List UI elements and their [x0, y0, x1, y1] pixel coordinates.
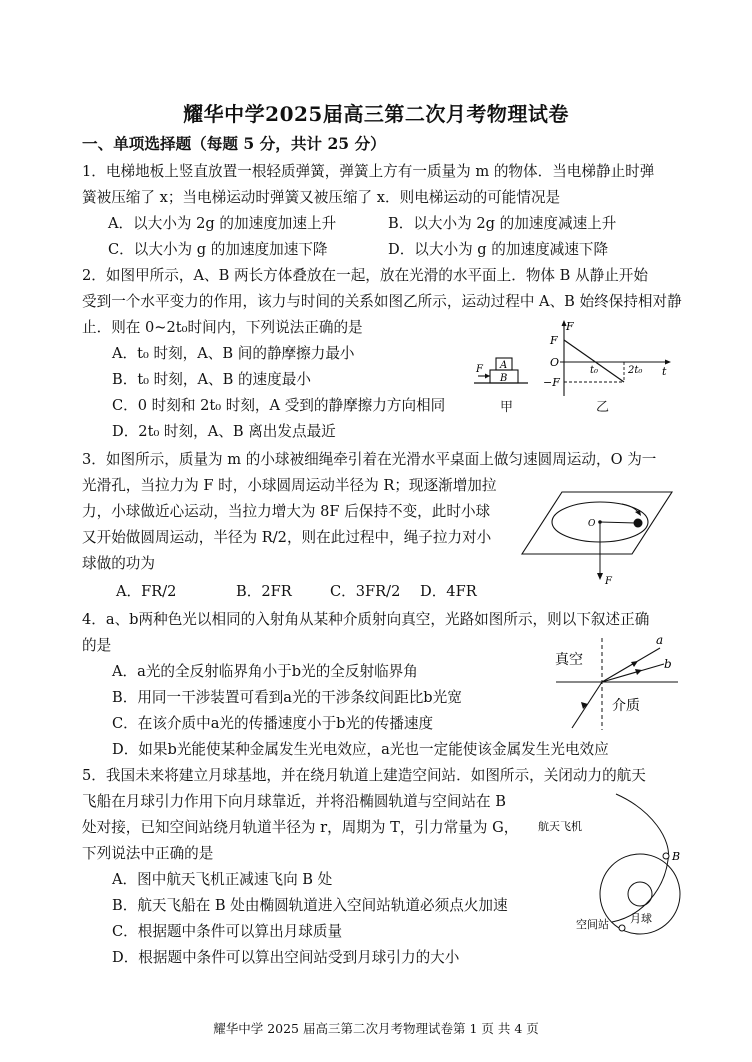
q2-figure-yi-graph [540, 318, 675, 398]
q2-option-d: D．2t₀ 时刻，A、B 离出发点最近 [112, 423, 336, 440]
moon-label: 月球 [630, 912, 652, 925]
moon [628, 882, 652, 906]
q4-option-d: D．如果b光能使某种金属发生光电效应，a光也一定能使该金属发生光电效应 [112, 741, 609, 758]
q5-figure [532, 790, 692, 940]
neg-f-tick-label: −F [543, 376, 560, 389]
block-b-label: B [500, 373, 508, 384]
q2-stem-line3: 止．则在 0~2t₀时间内，下列说法正确的是 [82, 319, 363, 336]
elliptical-trajectory [612, 794, 669, 922]
ray-a-label: a [656, 633, 664, 647]
q1-option-d: D．以大小为 g 的加速度减速下降 [388, 241, 609, 258]
vacuum-label: 真空 [555, 652, 583, 668]
shuttle-label: 航天飞机 [538, 820, 582, 833]
q5-option-c: C．根据题中条件可以算出月球质量 [112, 923, 343, 940]
docking-point-b [663, 853, 669, 859]
q1-stem-line2: 簧被压缩了 x；当电梯运动时弹簧又被压缩了 x．则电梯运动的可能情况是 [82, 189, 561, 206]
q5-option-b: B．航天飞船在 B 处由椭圆轨道进入空间站轨道必须点火加速 [112, 897, 508, 914]
tabletop [522, 492, 672, 554]
q4-option-a: A．a光的全反射临界角小于b光的全反射临界角 [112, 663, 418, 680]
q3-figure [516, 478, 676, 588]
q1-option-a: A．以大小为 2g 的加速度加速上升 [108, 215, 337, 232]
medium-label: 介质 [612, 698, 640, 714]
f-tick-label: F [550, 334, 558, 347]
origin-label: O [550, 356, 560, 369]
q3-stem-line5: 球做的功为 [82, 555, 155, 572]
space-station [619, 925, 625, 931]
q5-option-d: D．根据题中条件可以算出空间站受到月球引力的大小 [112, 949, 460, 966]
q3-option-a: A．FR/2 [116, 583, 177, 600]
page-footer: 耀华中学 2025 届高三第二次月考物理试卷第 1 页 共 4 页 [213, 1021, 539, 1036]
q3-option-d: D．4FR [420, 583, 477, 600]
q2-option-b: B．t₀ 时刻，A、B 的速度最小 [112, 371, 311, 388]
page-title: 耀华中学2025届高三第二次月考物理试卷 [183, 102, 569, 126]
q3-stem-line1: 3．如图所示，质量为 m 的小球被细绳牵引着在光滑水平桌面上做匀速圆周运动，O 为一 [82, 451, 657, 468]
ray-b-label: b [664, 657, 672, 671]
station-label: 空间站 [576, 918, 609, 931]
q2-stem-line2: 受到一个水平变力的作用，该力与时间的关系如图乙所示，运动过程中 A、B 始终保持相对静 [82, 293, 682, 310]
q5-stem-line3: 处对接，已知空间站绕月轨道半径为 r，周期为 T，引力常量为 G， [82, 819, 519, 836]
q1-option-b: B．以大小为 2g 的加速度减速上升 [388, 215, 617, 232]
block-a-label: A [500, 360, 508, 371]
q2-option-c: C．0 时刻和 2t₀ 时刻，A 受到的静摩擦力方向相同 [112, 397, 446, 414]
q3-stem-line3: 力，小球做近心运动，当拉力增大为 8F 后保持不变，此时小球 [82, 503, 491, 520]
fig-jia-caption: 甲 [500, 400, 514, 415]
q5-stem-line4: 下列说法中正确的是 [82, 845, 214, 862]
q5-option-a: A．图中航天飞机正减速飞向 B 处 [112, 871, 333, 888]
q3-stem-line4: 又开始做圆周运动，半径为 R/2，则在此过程中，绳子拉力对小 [82, 529, 492, 546]
q4-stem-line1: 4．a、b两种色光以相同的入射角从某种介质射向真空，光路如图所示，则以下叙述正确 [82, 611, 650, 628]
section-heading: 一、单项选择题（每题 5 分，共计 25 分） [82, 134, 386, 153]
t-axis-label: t [662, 365, 667, 378]
hole-label: O [588, 519, 596, 529]
q1-option-c: C．以大小为 g 的加速度加速下降 [108, 241, 328, 258]
point-b-label: B [672, 850, 681, 863]
pull-force-label: F [605, 576, 612, 587]
2t0-tick-label: 2t₀ [628, 365, 643, 376]
q4-option-c: C．在该介质中a光的传播速度小于b光的传播速度 [112, 715, 434, 732]
q3-option-c: C．3FR/2 [330, 583, 401, 600]
q5-stem-line2: 飞船在月球引力作用下向月球靠近，并将沿椭圆轨道与空间站在 B [82, 793, 506, 810]
q3-stem-line2: 光滑孔，当拉力为 F 时，小球圆周运动半径为 R；现逐渐增加拉 [82, 477, 497, 494]
q2-option-a: A．t₀ 时刻，A、B 间的静摩擦力最小 [112, 345, 355, 362]
q4-stem-line2: 的是 [82, 637, 112, 654]
q4-figure [552, 630, 682, 740]
q3-option-b: B．2FR [236, 583, 292, 600]
q1-stem-line1: 1．电梯地板上竖直放置一根轻质弹簧，弹簧上方有一质量为 m 的物体．当电梯静止时弹 [82, 163, 655, 180]
push-force-label: F [476, 364, 483, 375]
ball [634, 519, 643, 528]
t0-tick-label: t₀ [590, 365, 599, 376]
q2-stem-line1: 2．如图甲所示，A、B 两长方体叠放在一起，放在光滑的水平面上．物体 B 从静止开始 [82, 267, 648, 284]
q4-option-b: B．用同一干涉装置可看到a光的干涉条纹间距比b光宽 [112, 689, 462, 706]
f-axis-label: F [566, 320, 574, 333]
q5-stem-line1: 5．我国未来将建立月球基地，并在绕月轨道上建造空间站．如图所示，关闭动力的航天 [82, 767, 646, 784]
fig-yi-caption: 乙 [596, 400, 610, 415]
